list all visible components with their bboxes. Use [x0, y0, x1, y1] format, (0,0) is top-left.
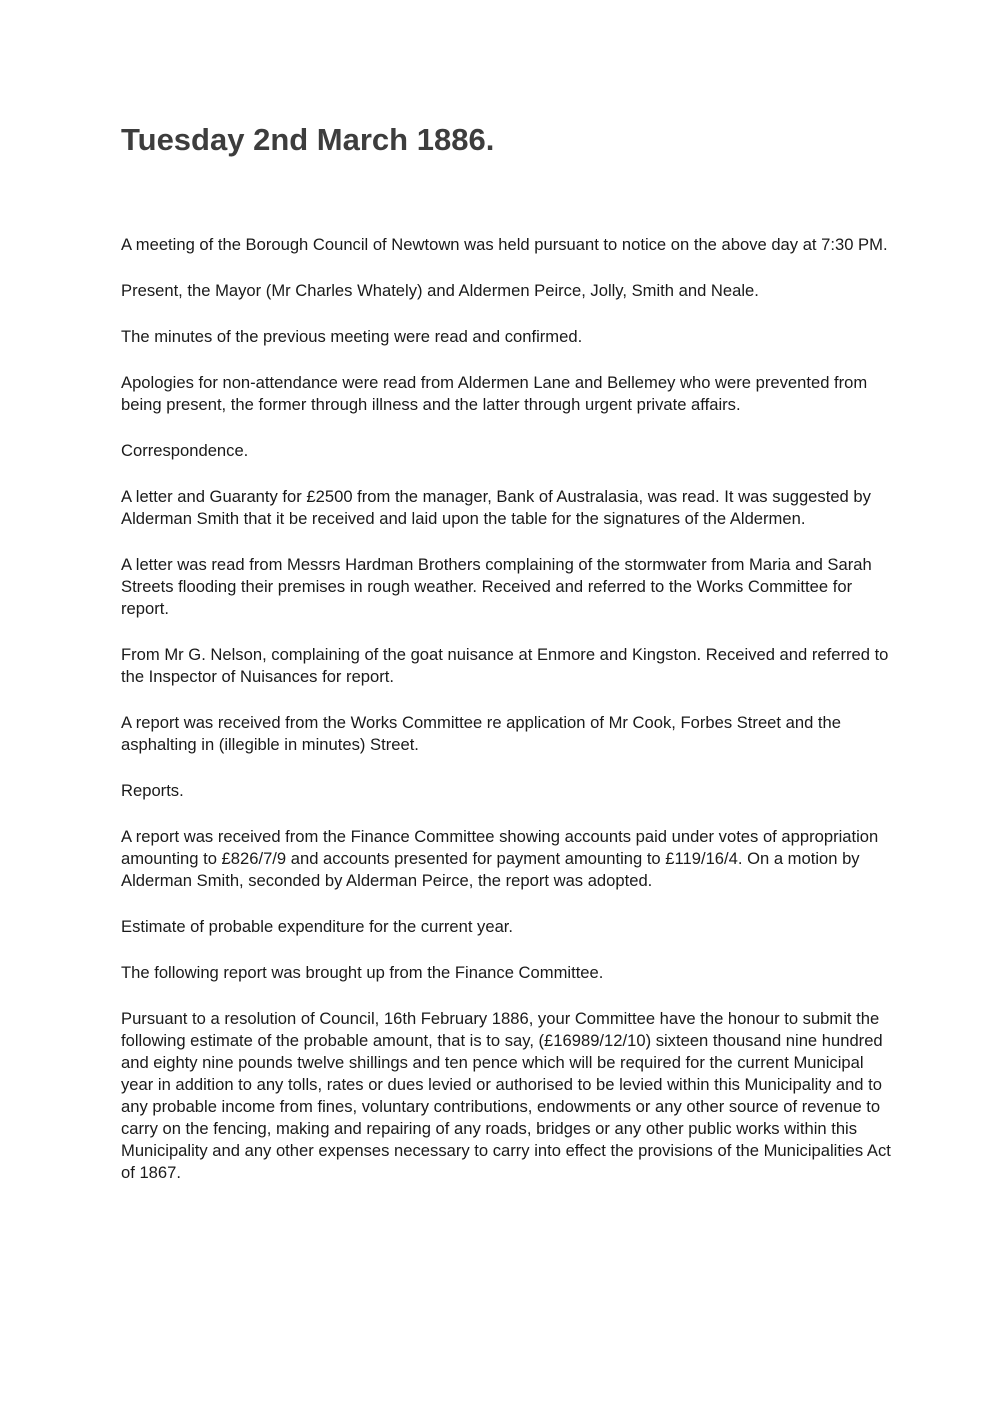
paragraph-minutes: The minutes of the previous meeting were read and confirmed.	[121, 327, 583, 346]
paragraph-finance-report: A report was received from the Finance Committee showing accounts paid under votes of appropriation amounting to £826/7/9 and accounts presented for payment amounting to £119/16/4. On a motion by Alderman Smith, seconded by Alderman Peirce, the report was adopted.	[121, 827, 879, 890]
document-page	[121, 118, 891, 1208]
paragraph-meeting-notice: A meeting of the Borough Council of Newtown was held pursuant to notice on the above day at 7:30 PM.	[121, 235, 888, 254]
paragraph-guaranty-letter: A letter and Guaranty for £2500 from the manager, Bank of Australasia, was read. It was suggested by Alderman Smith that it be received and laid upon the table for the signatures of the Aldermen.	[121, 487, 871, 528]
paragraph-estimate-resolution: Pursuant to a resolution of Council, 16th February 1886, your Committee have the honour to submit the following estimate of the probable amount, that is to say, (£16989/12/10) sixteen thousand nine hundred and eighty nine pounds twelve shillings and ten pence which will be required for the current Municipal year in addition to any tolls, rates or dues levied or authorised to be levied within this Municipality and to any probable income from fines, voluntary contributions, endowments or any other source of revenue to carry on the fencing, making and repairing of any roads, bridges or any other public works within this Municipality and any other expenses necessary to carry into effect the provisions of the Municipalities Act of 1867.	[121, 1009, 891, 1182]
paragraph-nelson-letter: From Mr G. Nelson, complaining of the goat nuisance at Enmore and Kingston. Received and referred to the Inspector of Nuisances for report.	[121, 645, 889, 686]
section-heading-estimate: Estimate of probable expenditure for the current year.	[121, 917, 514, 936]
section-heading-reports: Reports.	[121, 781, 184, 800]
section-heading-correspondence: Correspondence.	[121, 441, 249, 460]
paragraph-apologies: Apologies for non-attendance were read from Aldermen Lane and Bellemey who were prevented from being present, the former through illness and the latter through urgent private affairs.	[121, 373, 868, 414]
page-title: Tuesday 2nd March 1886.	[121, 122, 495, 157]
paragraph-finance-intro: The following report was brought up from the Finance Committee.	[121, 963, 604, 982]
paragraph-hardman-letter: A letter was read from Messrs Hardman Brothers complaining of the stormwater from Maria and Sarah Streets flooding their premises in rough weather. Received and referred to the Works Committee for report.	[121, 555, 872, 618]
paragraph-present: Present, the Mayor (Mr Charles Whately) and Aldermen Peirce, Jolly, Smith and Neale.	[121, 281, 759, 300]
paragraph-works-report: A report was received from the Works Committee re application of Mr Cook, Forbes Street and the asphalting in (illegible in minutes) Street.	[121, 713, 841, 754]
